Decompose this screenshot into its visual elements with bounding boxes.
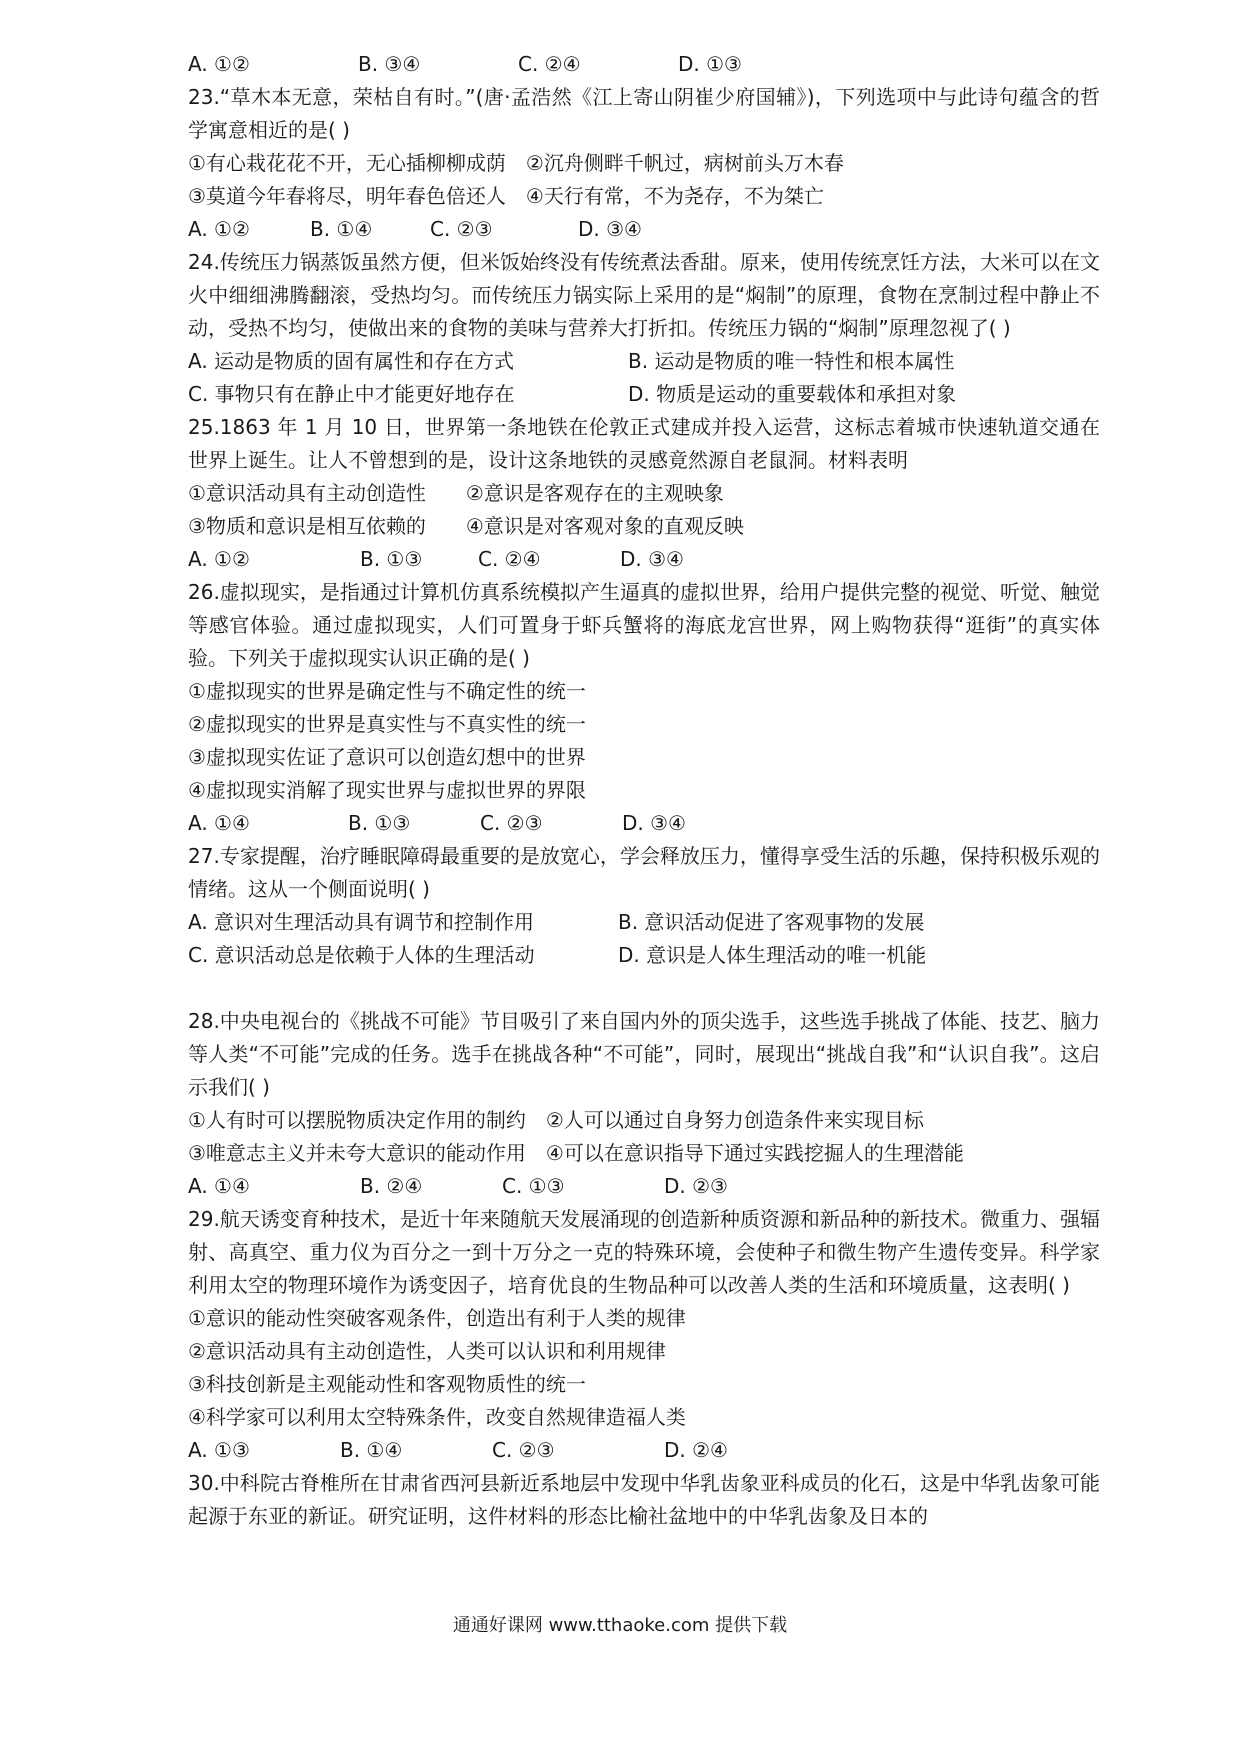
option-c: C. ②④	[478, 547, 541, 571]
q23-item-2: ③莫道今年春将尽，明年春色倍还人 ④天行有常，不为尧存，不为桀亡	[188, 184, 824, 208]
q27-options-row1	[188, 906, 1100, 939]
option-b: B. ①④	[340, 1438, 403, 1462]
q29-stem: 29.航天诱变育种技术，是近十年来随航天发展涌现的创造新种质资源和新品种的新技术。微重力、强辐射、高真空、重力仪为百分之一到十万分之一克的特殊环境，会使种子和微生物产生遗传变异。科学家利用太空的物理环境作为诱变因子，培育优良的生物品种可以改善人类的生活和环境质量，这表明( )	[188, 1207, 1100, 1297]
option-d: D. 意识是人体生理活动的唯一机能	[618, 943, 927, 967]
option-a: A. 运动是物质的固有属性和存在方式	[188, 349, 515, 373]
option-a: A. ①②	[188, 52, 250, 76]
option-d: D. ③④	[622, 811, 686, 835]
q25-options	[188, 543, 1100, 576]
q23-options	[188, 213, 1100, 246]
q26-item-4: ④虚拟现实消解了现实世界与虚拟世界的界限	[188, 778, 586, 802]
q28-item-1: ①人有时可以摆脱物质决定作用的制约 ②人可以通过自身努力创造条件来实现目标	[188, 1108, 924, 1132]
option-a: A. ①②	[188, 217, 250, 241]
option-d: D. ①③	[678, 52, 742, 76]
page-footer: 通通好课网 www.tthaoke.com 提供下载	[452, 1615, 788, 1636]
q27-options-row2	[188, 939, 1100, 972]
q26-stem: 26.虚拟现实，是指通过计算机仿真系统模拟产生逼真的虚拟世界，给用户提供完整的视觉、听觉、触觉等感官体验。通过虚拟现实，人们可置身于虾兵蟹将的海底龙宫世界，网上购物获得“逛街”的真实体验。下列关于虚拟现实认识正确的是( )	[188, 580, 1100, 670]
option-b: B. ②④	[360, 1174, 423, 1198]
q22-options	[188, 48, 1100, 81]
q23-stem: 23.“草木本无意，荣枯自有时。”(唐·孟浩然《江上寄山阴崔少府国辅》)，下列选项中与此诗句蕴含的哲学寓意相近的是( )	[188, 85, 1100, 142]
option-b: B. ①③	[360, 547, 423, 571]
q24-stem: 24.传统压力锅蒸饭虽然方便，但米饭始终没有传统煮法香甜。原来，使用传统烹饪方法，大米可以在文火中细细沸腾翻滚，受热均匀。而传统压力锅实际上采用的是“焖制”的原理，食物在烹制过程中静止不动，受热不均匀，使做出来的食物的美味与营养大打折扣。传统压力锅的“焖制”原理忽视了( )	[188, 250, 1100, 340]
option-c: C. 事物只有在静止中才能更好地存在	[188, 382, 515, 406]
q26-item-1: ①虚拟现实的世界是确定性与不确定性的统一	[188, 679, 586, 703]
option-c: C. ②④	[518, 52, 581, 76]
q29-options	[188, 1434, 1100, 1467]
q28-stem: 28.中央电视台的《挑战不可能》节目吸引了来自国内外的顶尖选手，这些选手挑战了体能、技艺、脑力等人类“不可能”完成的任务。选手在挑战各种“不可能”，同时，展现出“挑战自我”和“认识自我”。这启示我们( )	[188, 1009, 1100, 1099]
q29-item-4: ④科学家可以利用太空特殊条件，改变自然规律造福人类	[188, 1405, 686, 1429]
option-c: C. ①③	[502, 1174, 565, 1198]
q28-options	[188, 1170, 1100, 1203]
q29-item-2: ②意识活动具有主动创造性，人类可以认识和利用规律	[188, 1339, 666, 1363]
q30-stem: 30.中科院古脊椎所在甘肃省西河县新近系地层中发现中华乳齿象亚科成员的化石，这是中华乳齿象可能起源于东亚的新证。研究证明，这件材料的形态比榆社盆地中的中华乳齿象及日本的	[188, 1471, 1100, 1528]
exam-page-content	[188, 48, 1100, 1533]
option-c: C. 意识活动总是依赖于人体的生理活动	[188, 943, 535, 967]
option-a: A. ①②	[188, 547, 250, 571]
option-c: C. ②③	[480, 811, 543, 835]
option-b: B. ③④	[358, 52, 421, 76]
option-d: D. ③④	[578, 217, 642, 241]
q25-stem: 25.1863 年 1 月 10 日，世界第一条地铁在伦敦正式建成并投入运营，这标志着城市快速轨道交通在世界上诞生。让人不曾想到的是，设计这条地铁的灵感竟然源自老鼠洞。材料表明	[188, 415, 1100, 472]
q28-item-2: ③唯意志主义并未夸大意识的能动作用 ④可以在意识指导下通过实践挖掘人的生理潜能	[188, 1141, 964, 1165]
option-a: A. ①④	[188, 1174, 250, 1198]
option-d: D. ③④	[620, 547, 684, 571]
q29-item-3: ③科技创新是主观能动性和客观物质性的统一	[188, 1372, 586, 1396]
option-b: B. 意识活动促进了客观事物的发展	[618, 910, 925, 934]
q26-item-2: ②虚拟现实的世界是真实性与不真实性的统一	[188, 712, 586, 736]
option-a: A. ①④	[188, 811, 250, 835]
option-d: D. ②③	[664, 1174, 728, 1198]
option-b: B. 运动是物质的唯一特性和根本属性	[628, 349, 955, 373]
q26-options	[188, 807, 1100, 840]
q23-item-1: ①有心栽花花不开，无心插柳柳成荫 ②沉舟侧畔千帆过，病树前头万木春	[188, 151, 844, 175]
q29-item-1: ①意识的能动性突破客观条件，创造出有利于人类的规律	[188, 1306, 686, 1330]
option-c: C. ②③	[430, 217, 493, 241]
q24-options-row2	[188, 378, 1100, 411]
q25-item-2: ③物质和意识是相互依赖的 ④意识是对客观对象的直观反映	[188, 514, 744, 538]
option-a: A. ①③	[188, 1438, 250, 1462]
q25-item-1: ①意识活动具有主动创造性 ②意识是客观存在的主观映象	[188, 481, 724, 505]
option-d: D. ②④	[664, 1438, 728, 1462]
blank-gap	[188, 972, 1100, 1005]
option-d: D. 物质是运动的重要载体和承担对象	[628, 382, 957, 406]
q26-item-3: ③虚拟现实佐证了意识可以创造幻想中的世界	[188, 745, 586, 769]
option-a: A. 意识对生理活动具有调节和控制作用	[188, 910, 535, 934]
q24-options-row1	[188, 345, 1100, 378]
option-b: B. ①③	[348, 811, 411, 835]
q27-stem: 27.专家提醒，治疗睡眠障碍最重要的是放宽心，学会释放压力，懂得享受生活的乐趣，保持积极乐观的情绪。这从一个侧面说明( )	[188, 844, 1100, 901]
option-b: B. ①④	[310, 217, 373, 241]
option-c: C. ②③	[492, 1438, 555, 1462]
